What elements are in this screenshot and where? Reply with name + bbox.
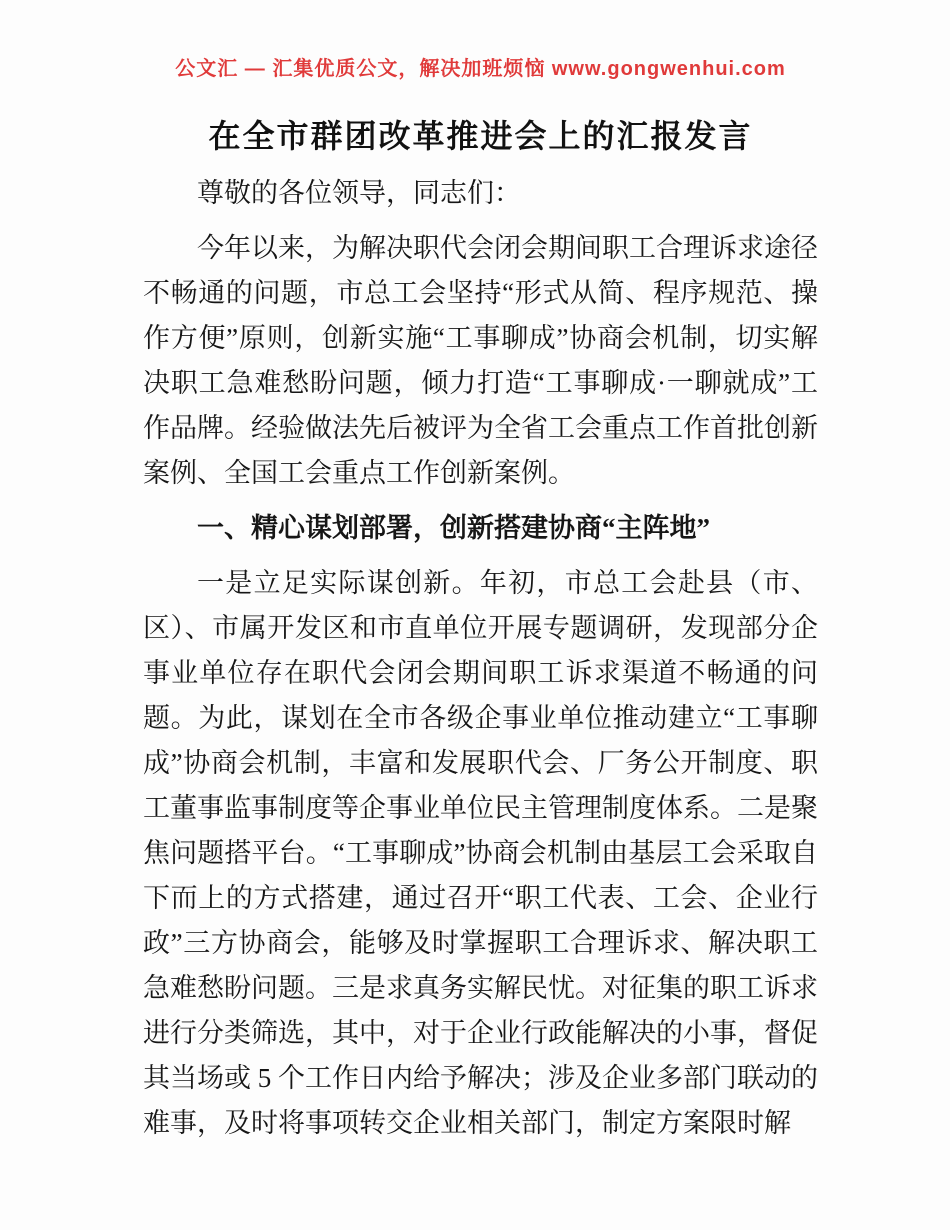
paragraph: 一是立足实际谋创新。年初，市总工会赴县（市、区）、市属开发区和市直单位开展专题调研，发现部分企事业单位存在职代会闭会期间职工诉求渠道不畅通的问题。为此，谋划在全市各级企事业单位推动建立“工事聊成”协商会机制，丰富和发展职代会、厂务公开制度、职工董事监事制度等企事业单位民主管理制度体系。二是聚焦问题搭平台。“工事聊成”协商会机制由基层工会采取自下而上的方式搭建，通过召开“职工代表、工会、企业行政”三方协商会，能够及时掌握职工合理诉求、解决职工急难愁盼问题。三是求真务实解民忧。对征集的职工诉求进行分类筛选，其中，对于企业行政能解决的小事，督促其当场或 5 个工作日内给予解决；涉及企业多部门联动的难事，及时将事项转交企业相关部门，制定方案限时解 <box>143 568 818 1138</box>
document-body <box>143 171 818 1146</box>
paragraph: 尊敬的各位领导，同志们： <box>197 178 521 208</box>
page-title: 在全市群团改革推进会上的汇报发言 <box>208 118 753 154</box>
watermark-text: 公文汇 — 汇集优质公文，解决加班烦恼 www.gongwenhui.com <box>175 58 786 80</box>
paragraph: 今年以来，为解决职代会闭会期间职工合理诉求途径不畅通的问题，市总工会坚持“形式从简、程序规范、操作方便”原则，创新实施“工事聊成”协商会机制，切实解决职工急难愁盼问题，倾力打造“工事聊成·一聊就成”工作品牌。经验做法先后被评为全省工会重点工作首批创新案例、全国工会重点工作创新案例。 <box>143 233 818 488</box>
section-heading: 一、精心谋划部署，创新搭建协商“主阵地” <box>197 513 710 543</box>
